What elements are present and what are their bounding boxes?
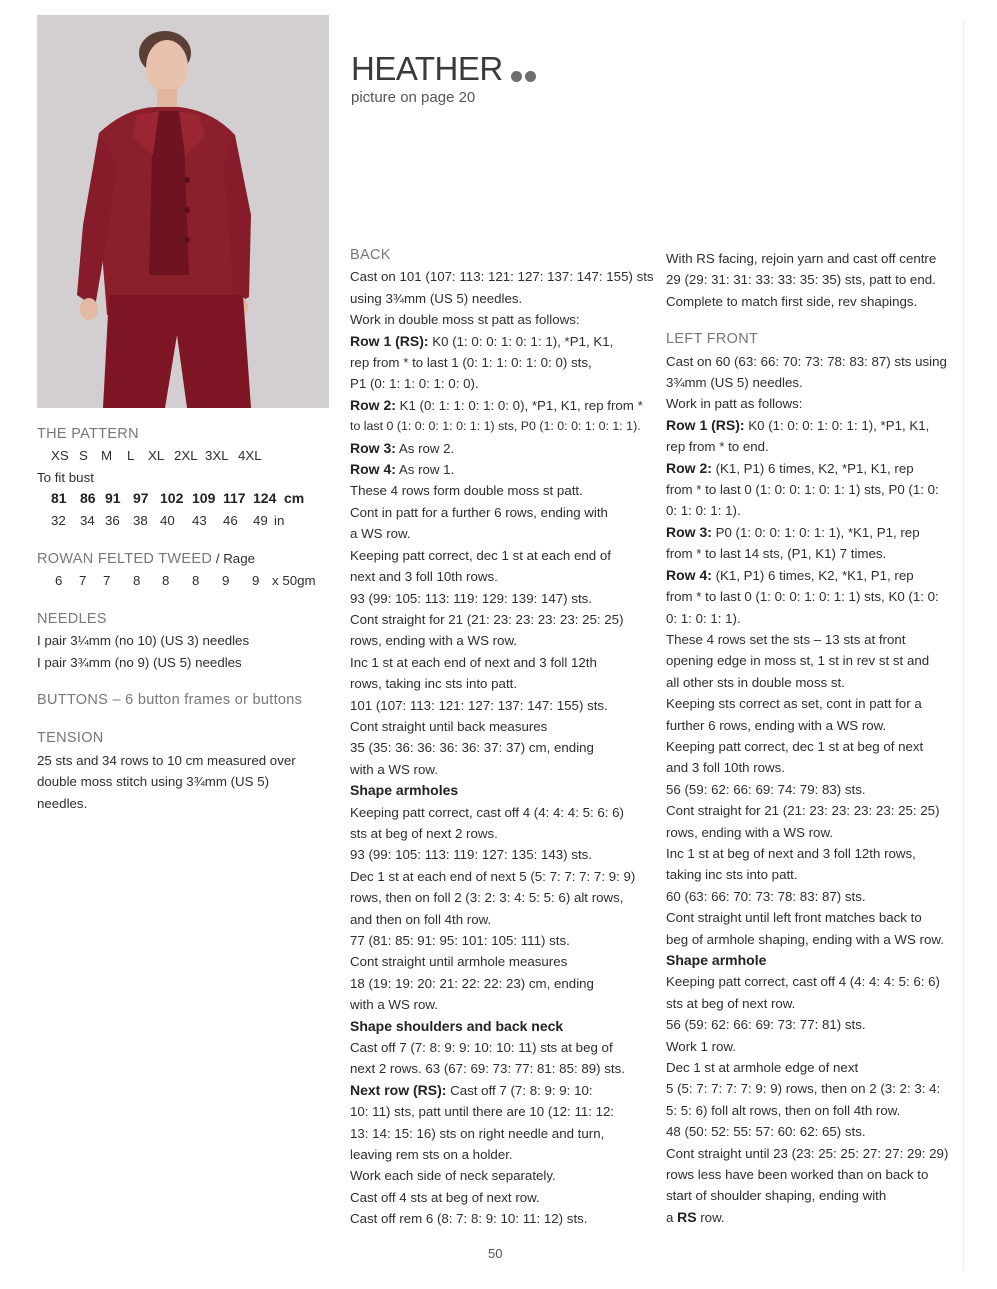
text-line: from * to last 0 (1: 0: 0: 1: 0: 1: 1) sts, K0 (1: 0: (666, 589, 939, 605)
row-2-line (350, 395, 648, 416)
text-line: These 4 rows form double moss st patt. (350, 483, 583, 499)
text-line: from * to last 0 (1: 0: 0: 1: 0: 1: 1) sts, P0 (1: 0: (666, 482, 939, 498)
yarn-count: 9 (222, 573, 230, 589)
row-3-line (350, 438, 648, 459)
yarn-unit: x 50gm (272, 573, 316, 589)
text-line: Cont straight for 21 (21: 23: 23: 23: 23: 25: 25) (350, 611, 624, 627)
tension-line: double moss stitch using 3¾mm (US 5) (37, 774, 270, 790)
text-line: Cast off 4 sts at beg of next row. (350, 1189, 540, 1205)
text-line: 48 (50: 52: 55: 57: 60: 62: 65) sts. (666, 1124, 866, 1140)
bust-in-unit: in (274, 512, 285, 528)
text-line: 93 (99: 105: 113: 119: 127: 135: 143) sts. (350, 847, 592, 863)
text-line: With RS facing, rejoin yarn and cast off centre (666, 251, 937, 266)
bust-cm-value: 109 (192, 490, 216, 507)
row-1-line (350, 331, 648, 352)
left-front-instructions-column (666, 248, 960, 1228)
text-line: further 6 rows, ending with a WS row. (666, 717, 887, 733)
yarn-count: 8 (162, 573, 170, 589)
text-line: and then on foll 4th row. (350, 911, 492, 927)
yarn-count: 6 (55, 573, 63, 589)
text-line: Dec 1 st at armhole edge of next (666, 1060, 859, 1076)
text-line: 10: 11) sts, patt until there are 10 (12: 11: 12: (350, 1104, 615, 1120)
text-line: Cast on 60 (63: 66: 70: 73: 78: 83: 87) sts using (666, 353, 947, 369)
text-line: 0: 1: 0: 1: 1). (666, 503, 741, 519)
text-fragment: a (666, 1209, 678, 1225)
text-line: Keeping patt correct, cast off 4 (4: 4: 4: 5: 6: 6) (350, 804, 624, 820)
row-text: Cast off 7 (7: 8: 9: 9: 10: (446, 1082, 593, 1098)
size-label: S (79, 448, 88, 464)
row-4-line (350, 459, 648, 480)
yarn-heading: ROWAN FELTED TWEED (37, 551, 213, 568)
text-line: Complete to match first side, rev shapings. (666, 293, 918, 309)
bust-cm-unit: cm (284, 490, 305, 507)
text-line: sts at beg of next 2 rows. (350, 825, 498, 841)
text-line: Cont straight for 21 (21: 23: 23: 23: 23: 25: 25) (666, 803, 940, 819)
text-line: Work 1 row. (666, 1038, 736, 1054)
text-line: These 4 rows set the sts – 13 sts at front (666, 631, 906, 647)
tension-line: needles. (37, 795, 88, 811)
tension-heading: TENSION (37, 730, 104, 747)
yarn-count: 7 (79, 573, 87, 589)
yarn-count: 9 (252, 573, 260, 589)
bust-cm-value: 117 (223, 490, 246, 507)
text-line: beg of armhole shaping, ending with a WS row. (666, 931, 944, 947)
size-label: 3XL (205, 448, 229, 464)
text-line: using 3¾mm (US 5) needles. (350, 290, 523, 306)
text-line: next 2 rows. 63 (67: 69: 73: 77: 81: 85: 89) sts. (350, 1061, 625, 1077)
text-line: 60 (63: 66: 70: 73: 78: 83: 87) sts. (666, 888, 866, 904)
text-line: rep from * to last 1 (0: 1: 1: 0: 1: 0: 0) sts, (350, 355, 592, 371)
back-heading: BACK (350, 247, 391, 263)
size-label: M (101, 448, 113, 464)
text-line: with a WS row. (350, 997, 438, 1013)
row-label: Next row (RS): (350, 1081, 447, 1098)
text-line: rows, taking inc sts into patt. (350, 676, 518, 692)
size-label: XS (51, 448, 69, 464)
difficulty-dots-icon (511, 52, 539, 90)
text-line: with a WS row. (350, 761, 438, 777)
title-block (351, 50, 539, 106)
text-line: Keeping patt correct, dec 1 st at beg of next (666, 738, 924, 754)
row-label: Row 1 (RS): (350, 332, 429, 349)
yarn-heading-line (37, 548, 337, 570)
text-line: start of shoulder shaping, ending with (666, 1188, 887, 1204)
text-line: 77 (81: 85: 91: 95: 101: 105: 111) sts. (350, 933, 570, 948)
size-label: 2XL (174, 448, 198, 464)
text-line: rows, ending with a WS row. (666, 824, 834, 840)
row-label: Row 2: (666, 459, 712, 476)
text-line: Keeping patt correct, cast off 4 (4: 4: 4: 5: 6: 6) (666, 974, 940, 990)
text-line: Cont straight until armhole measures (350, 954, 568, 970)
text-line: Inc 1 st at each end of next and 3 foll 12th (350, 654, 597, 670)
bust-cm-value: 102 (160, 490, 184, 507)
text-line: 93 (99: 105: 113: 119: 129: 139: 147) sts. (350, 590, 592, 606)
model-illustration (37, 15, 329, 408)
text-line: P1 (0: 1: 1: 0: 1: 0: 0). (350, 376, 479, 392)
row-label: Row 4: (666, 566, 712, 583)
needles-heading: NEEDLES (37, 610, 107, 627)
yarn-shade: / Rage (215, 551, 255, 567)
page-number: 50 (488, 1246, 503, 1261)
bust-cm-value: 124 (253, 490, 277, 507)
last-line (666, 1207, 960, 1228)
bust-in-value: 49 (253, 512, 268, 528)
pattern-info-column (37, 424, 337, 814)
needles-line: I pair 3¼mm (no 10) (US 3) needles (37, 633, 250, 649)
text-line: 5 (5: 7: 7: 7: 7: 9: 9) rows, then on 2 (3: 2: 3: 4: (666, 1081, 941, 1097)
size-label: L (127, 448, 135, 464)
picture-reference: picture on page 20 (351, 89, 476, 107)
text-line: Inc 1 st at beg of next and 3 foll 12th rows, (666, 845, 916, 861)
size-label: XL (148, 448, 165, 464)
model-photo (37, 15, 329, 408)
text-line: Cast off 7 (7: 8: 9: 9: 10: 10: 11) sts at beg of (350, 1040, 613, 1056)
buttons-heading: BUTTONS – 6 button frames or buttons (37, 692, 303, 709)
rs-label: RS (677, 1208, 697, 1225)
text-line: 35 (35: 36: 36: 36: 36: 37: 37) cm, ending (350, 740, 594, 756)
text-line: Cont straight until 23 (23: 25: 25: 27: 27: 29: 29) (666, 1145, 949, 1161)
fit-label: To fit bust (37, 469, 94, 485)
pattern-heading: THE PATTERN (37, 426, 139, 442)
pattern-title (351, 50, 539, 90)
bust-cm-value: 86 (80, 490, 96, 507)
text-line: 13: 14: 15: 16) sts on right needle and turn, (350, 1125, 605, 1141)
title-text: HEATHER (351, 50, 503, 87)
text-line: Keeping patt correct, dec 1 st at each end of (350, 547, 611, 563)
text-line: 56 (59: 62: 66: 69: 73: 77: 81) sts. (666, 1017, 866, 1033)
text-line: next and 3 foll 10th rows. (350, 569, 498, 585)
text-line: Cast off rem 6 (8: 7: 8: 9: 10: 11: 12) sts. (350, 1211, 588, 1227)
row-text: As row 1. (395, 462, 455, 478)
shape-armholes-heading: Shape armholes (350, 782, 459, 799)
text-line: 56 (59: 62: 66: 69: 74: 79: 83) sts. (666, 781, 866, 797)
text-line: 5: 5: 6) foll alt rows, then on foll 4th row. (666, 1102, 901, 1118)
page-edge-divider (963, 20, 964, 1270)
text-line: opening edge in moss st, 1 st in rev st st and (666, 653, 930, 669)
row-label: Row 1 (RS): (666, 416, 745, 433)
yarn-count: 8 (192, 573, 200, 589)
row-label: Row 3: (666, 523, 712, 540)
text-line: Cont in patt for a further 6 rows, ending with (350, 504, 608, 520)
bust-cm-value: 97 (133, 490, 149, 507)
size-row (37, 445, 337, 466)
text-line: Cont straight until left front matches back to (666, 910, 922, 926)
text-line: all other sts in double moss st. (666, 674, 845, 690)
text-line: 3¾mm (US 5) needles. (666, 375, 803, 391)
text-line: sts at beg of next row. (666, 995, 796, 1011)
row-text: K1 (0: 1: 1: 0: 1: 0: 0), *P1, K1, rep from * (395, 397, 643, 413)
yarn-count-row (37, 570, 337, 591)
text-line: Keeping sts correct as set, cont in patt for a (666, 696, 922, 712)
text-line: 29 (29: 31: 31: 33: 33: 35: 35) sts, patt to end. (666, 272, 936, 288)
bust-in-row (37, 510, 337, 531)
text-line: rows, then on foll 2 (3: 2: 3: 4: 5: 5: 6) alt rows, (350, 890, 624, 906)
text-line: and 3 foll 10th rows. (666, 760, 786, 776)
row-text: K0 (1: 0: 0: 1: 0: 1: 1), *P1, K1, (428, 333, 614, 349)
text-line: rows, ending with a WS row. (350, 633, 518, 649)
text-line: Dec 1 st at each end of next 5 (5: 7: 7: 7: 7: 9: 9) (350, 868, 636, 884)
needles-line: I pair 3¾mm (no 9) (US 5) needles (37, 654, 242, 670)
row-label: Row 4: (350, 461, 396, 478)
text-line: 18 (19: 19: 20: 21: 22: 22: 23) cm, ending (350, 975, 594, 991)
bust-cm-value: 91 (105, 490, 121, 507)
text-line: 0: 1: 0: 1: 1). (666, 610, 741, 626)
row-2-line (666, 458, 960, 479)
bust-in-value: 34 (80, 512, 95, 528)
shape-armhole-heading: Shape armhole (666, 952, 767, 968)
text-line: to last 0 (1: 0: 0: 1: 0: 1: 1) sts, P0 (1: 0: 0: 1: 0: 1: 1). (350, 419, 641, 434)
next-row-line (350, 1080, 648, 1101)
row-1-line (666, 415, 960, 436)
text-line: rep from * to end. (666, 439, 769, 455)
back-instructions-column (350, 245, 654, 1230)
row-text: (K1, P1) 6 times, K2, *K1, P1, rep (711, 567, 914, 583)
size-label: 4XL (238, 448, 262, 464)
row-label: Row 3: (350, 439, 396, 456)
text-line: Work in patt as follows: (666, 396, 803, 412)
text-line: a WS row. (350, 526, 411, 542)
text-line: taking inc sts into patt. (666, 867, 798, 883)
shape-shoulders-heading: Shape shoulders and back neck (350, 1017, 564, 1034)
row-4-line (666, 565, 960, 586)
row-text: (K1, P1) 6 times, K2, *P1, K1, rep (711, 460, 914, 476)
text-line: Cont straight until back measures (350, 718, 548, 734)
bust-in-value: 40 (160, 512, 175, 528)
bust-in-value: 46 (223, 512, 238, 528)
bust-in-value: 43 (192, 512, 207, 528)
yarn-count: 7 (103, 573, 111, 589)
tension-line: 25 sts and 34 rows to 10 cm measured over (37, 752, 296, 768)
text-line: 101 (107: 113: 121: 127: 137: 147: 155) sts. (350, 697, 608, 713)
text-fragment: row. (696, 1209, 725, 1225)
yarn-count: 8 (133, 573, 141, 589)
row-label: Row 2: (350, 396, 396, 413)
bust-in-value: 36 (105, 512, 120, 528)
text-line: leaving rem sts on a holder. (350, 1147, 513, 1163)
text-line: Cast on 101 (107: 113: 121: 127: 137: 147: 155) sts (350, 269, 654, 285)
row-text: As row 2. (395, 440, 455, 456)
bust-cm-value: 81 (51, 490, 67, 507)
text-line: Work each side of neck separately. (350, 1168, 556, 1184)
left-front-heading: LEFT FRONT (666, 331, 759, 348)
text-line: from * to last 14 sts, (P1, K1) 7 times. (666, 546, 887, 562)
bust-in-value: 38 (133, 512, 148, 528)
bust-in-value: 32 (51, 512, 66, 528)
bust-cm-row (37, 488, 337, 509)
text-line: Work in double moss st patt as follows: (350, 312, 580, 328)
text-line: rows less have been worked than on back to (666, 1167, 929, 1183)
row-3-line (666, 522, 960, 543)
row-text: P0 (1: 0: 0: 1: 0: 1: 1), *K1, P1, rep (711, 524, 920, 540)
row-text: K0 (1: 0: 0: 1: 0: 1: 1), *P1, K1, (744, 417, 930, 433)
